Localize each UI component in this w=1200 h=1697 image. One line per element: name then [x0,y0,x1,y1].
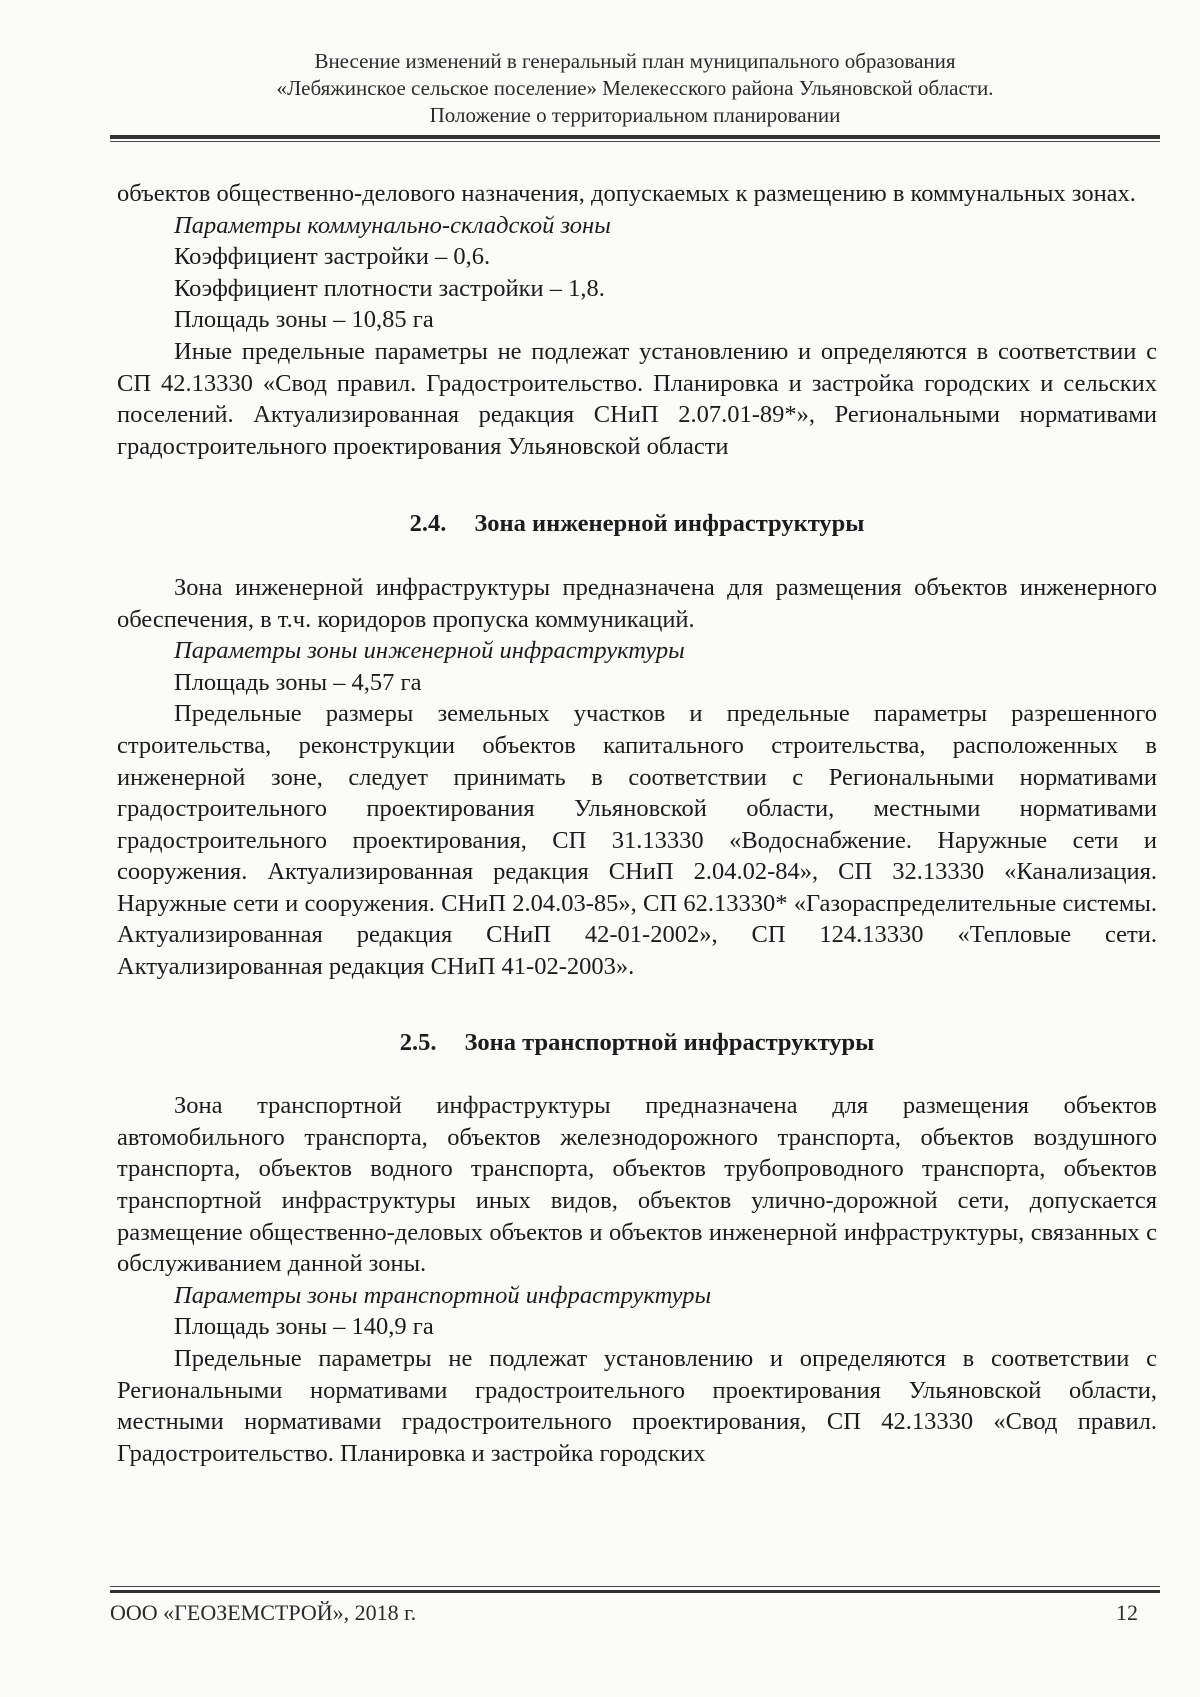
section-2-4-number: 2.4. [409,510,447,538]
section-2-5-limits: Предельные параметры не подлежат установлению и определяются в соответствии с Региональными нормативами градостроительного проектирования Ульяновской области, местными нормативами градостроительного проектирования, СП 42.13330 «Свод правил. Градостроительство. Планировка и застройка городских [117,1345,1157,1467]
footer-company: ООО «ГЕОЗЕМСТРОЙ», 2018 г. [110,1600,417,1625]
header-line-1: Внесение изменений в генеральный план муниципального образования [314,49,956,73]
section-2-4-title: Зона инженерной инфраструктуры [474,510,865,538]
communal-coefficient: Коэффициент застройки – 0,6. [174,243,491,271]
communal-density: Коэффициент плотности застройки – 1,8. [174,274,605,302]
document-body [117,178,1157,1469]
section-2-5-area: Площадь зоны – 140,9 га [174,1313,434,1341]
communal-params-title: Параметры коммунально-складской зоны [174,211,611,239]
communal-area: Площадь зоны – 10,85 га [174,306,434,334]
section-2-4-heading [117,508,1157,540]
header-line-3: Положение о территориальном планировании [429,103,841,127]
section-2-5-params-title: Параметры зоны транспортной инфраструктуры [174,1281,712,1309]
section-2-5-number: 2.5. [399,1028,437,1056]
section-2-4-area: Площадь зоны – 4,57 га [174,668,422,696]
communal-other-params: Иные предельные параметры не подлежат установлению и определяются в соответствии с СП 42.13330 «Свод правил. Градостроительство. Планировка и застройка городских и сельских поселений. Актуализированная редакция СНиП 2.07.01-89*», Региональными нормативами градостроительного проектирования Ульяновской области [117,337,1157,460]
footer-rule-thick [110,1590,1160,1593]
section-2-4-description: Зона инженерной инфраструктуры предназначена для размещения объектов инженерного обеспечения, в т.ч. коридоров пропуска коммуникаций. [117,573,1157,633]
page-number: 12 [1116,1600,1138,1625]
header-rule-thin [110,141,1160,142]
section-2-4-params-title: Параметры зоны инженерной инфраструктуры [174,637,685,665]
document-header [110,48,1160,129]
section-2-5-description: Зона транспортной инфраструктуры предназначена для размещения объектов автомобильного транспорта, объектов железнодорожного транспорта, объектов воздушного транспорта, объектов водного транспорта, объектов трубопроводного транспорта, объектов транспортной инфраструктуры иных видов, объектов улично-дорожной сети, допускается размещение общественно-деловых объектов и объектов инженерной инфраструктуры, связанных с обслуживанием данной зоны. [117,1092,1157,1278]
section-2-5-title: Зона транспортной инфраструктуры [464,1028,875,1056]
intro-paragraph: объектов общественно-делового назначения, допускаемых к размещению в коммунальных зонах. [117,180,1136,207]
header-line-2: «Лебяжинское сельское поселение» Мелекесского района Ульяновской области. [276,76,994,100]
section-2-4-limits: Предельные размеры земельных участков и предельные параметры разрешенного строительства, реконструкции объектов капитального строительства, расположенных в инженерной зоне, следует принимать в соответствии с Региональными нормативами градостроительного проектирования Ульяновской области, местными нормативами градостроительного проектирования, СП 31.13330 «Водоснабжение. Наружные сети и сооружения. Актуализированная редакция СНиП 2.04.02-84», СП 32.13330 «Канализация. Наружные сети и сооружения. СНиП 2.04.03-85», СП 62.13330* «Газораспределительные системы. Актуализированная редакция СНиП 42-01-2002», СП 124.13330 «Тепловые сети. Актуализированная редакция СНиП 41-02-2003». [117,700,1157,981]
section-2-5-heading [117,1027,1157,1059]
header-rule-thick [110,135,1160,139]
footer-rule-thin [110,1586,1160,1587]
